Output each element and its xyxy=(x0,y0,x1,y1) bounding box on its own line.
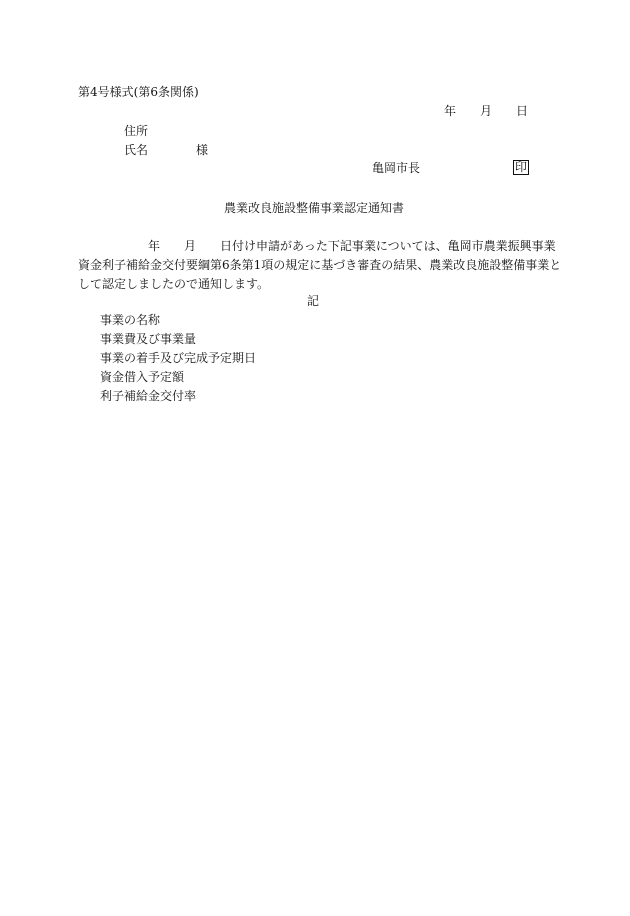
seal-box: 印 xyxy=(515,160,528,174)
date-day: 日 xyxy=(516,104,529,118)
address-label: 住所 xyxy=(124,124,149,138)
date-year: 年 xyxy=(444,104,457,118)
ki-label: 記 xyxy=(307,294,320,308)
list-item: 事業の着手及び完成予定期日 xyxy=(100,351,257,365)
document-title: 農業改良施設整備事業認定通知書 xyxy=(224,201,405,215)
body-date-month: 月 xyxy=(184,239,197,253)
body-line-2: 資金利子補給金交付要綱第6条第1項の規定に基づき審査の結果、農業改良施設整備事業と xyxy=(78,258,562,272)
body-line-1-rest: 日付け申請があった下記事業については、亀岡市農業振興事業 xyxy=(220,239,556,253)
list-item: 資金借入予定額 xyxy=(100,370,185,384)
list-item: 事業の名称 xyxy=(100,313,161,327)
name-label: 氏名 xyxy=(124,143,149,157)
body-text xyxy=(78,237,562,294)
list-item: 事業費及び事業量 xyxy=(100,332,197,346)
body-date-year: 年 xyxy=(148,239,161,253)
date-month: 月 xyxy=(480,104,493,118)
form-number: 第4号様式(第6条関係) xyxy=(78,85,199,99)
issuer-title: 亀岡市長 xyxy=(372,161,421,175)
seal-mark xyxy=(513,159,529,175)
date-line xyxy=(444,103,529,119)
list-item: 利子補給金交付率 xyxy=(100,389,197,403)
honorific: 様 xyxy=(196,143,209,157)
body-line-1 xyxy=(78,237,556,256)
body-line-3: して認定しましたので通知します。 xyxy=(78,277,270,291)
